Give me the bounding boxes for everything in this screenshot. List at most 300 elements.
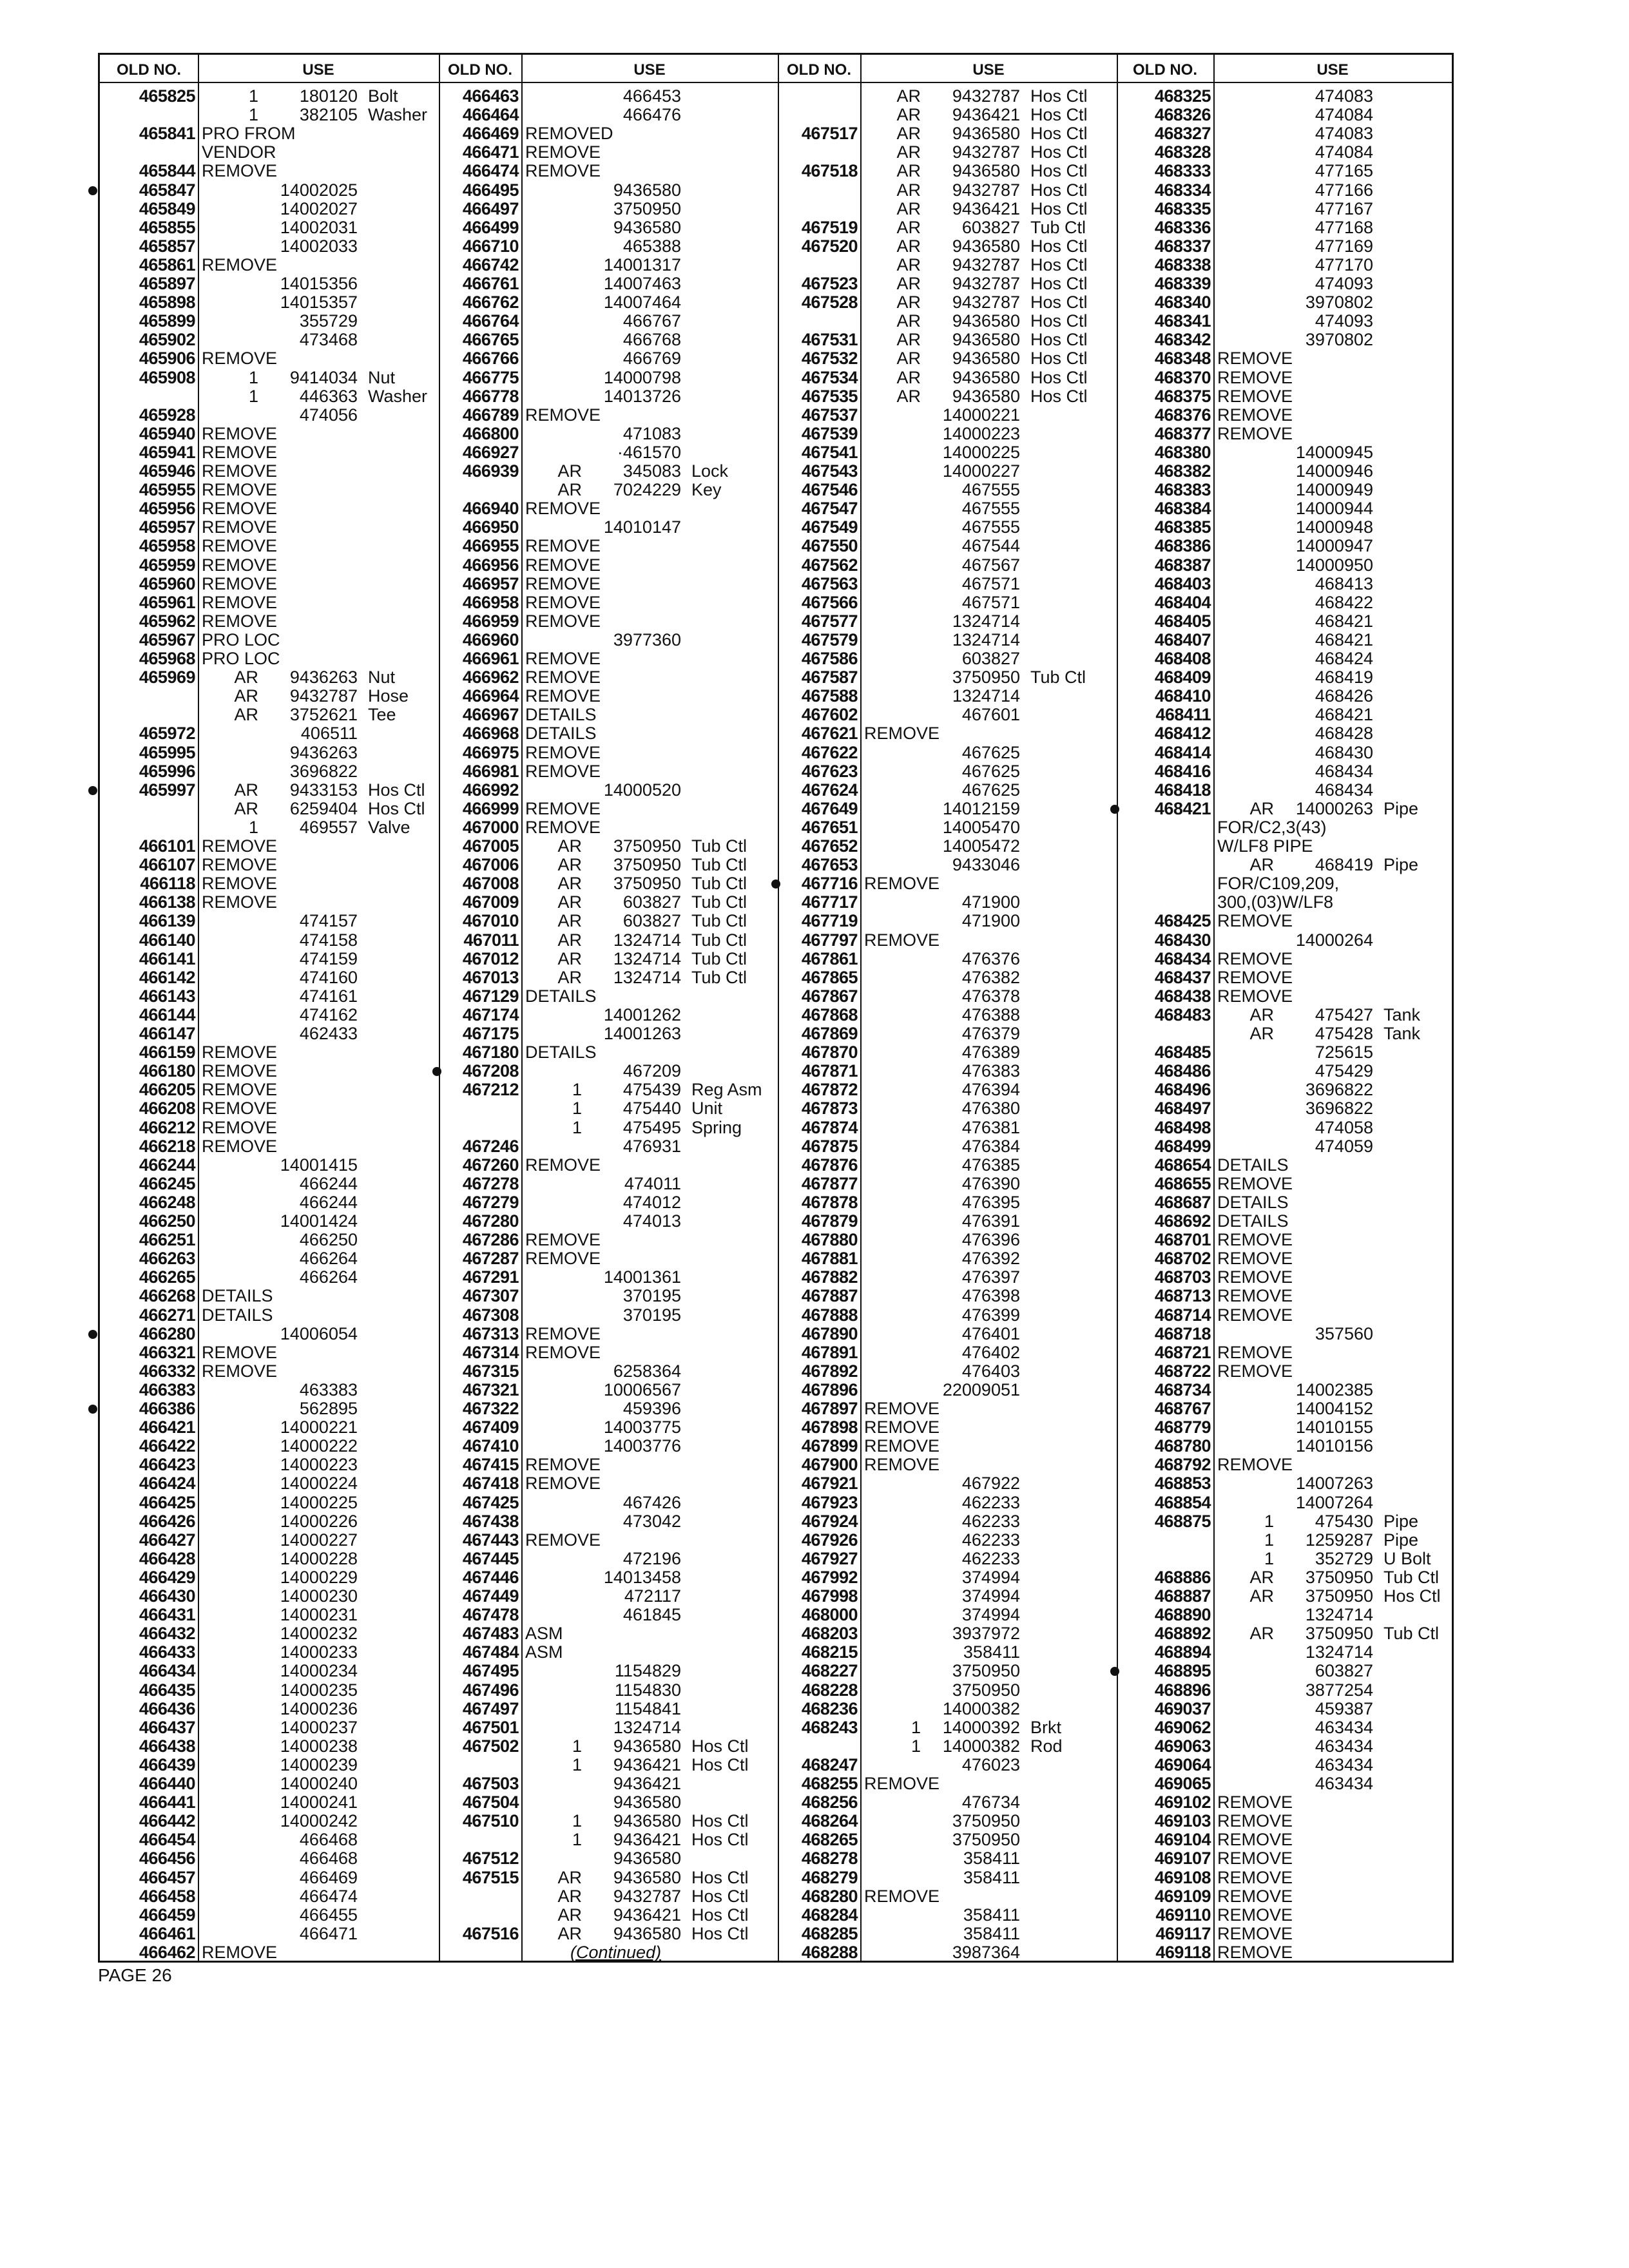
table-row xyxy=(778,1531,1117,1550)
old-number: 466280 xyxy=(139,1323,195,1343)
part-number: 466471 xyxy=(299,1923,358,1943)
old-number: 467308 xyxy=(462,1305,519,1325)
table-row xyxy=(778,200,1117,218)
table-row xyxy=(1117,387,1452,406)
old-number: 466142 xyxy=(139,967,195,987)
part-number: 14013458 xyxy=(603,1567,681,1587)
old-number: 467012 xyxy=(462,948,519,968)
old-number: 468425 xyxy=(1154,911,1211,931)
header-old-no: OLD NO. xyxy=(787,61,851,79)
table-row xyxy=(778,1943,1117,1962)
part-number: 14000238 xyxy=(280,1736,358,1756)
description: Hos Ctl xyxy=(1030,311,1088,331)
old-number: 467278 xyxy=(462,1173,519,1193)
part-number: 357560 xyxy=(1315,1323,1373,1343)
table-row xyxy=(1117,1325,1452,1343)
part-number: 3750950 xyxy=(613,874,681,894)
old-number: 465997 xyxy=(139,780,195,800)
old-number: 467873 xyxy=(801,1099,858,1119)
table-row xyxy=(439,649,778,668)
use-text: REMOVE xyxy=(202,517,278,537)
table-row xyxy=(1117,575,1452,593)
part-number: 477166 xyxy=(1315,180,1373,200)
quantity: 1 xyxy=(1264,1530,1274,1550)
old-number: 467716 xyxy=(801,874,858,894)
table-row xyxy=(1117,1737,1452,1756)
part-number: 14010147 xyxy=(603,517,681,537)
table-row xyxy=(778,1156,1117,1175)
description: Hos Ctl xyxy=(1030,349,1088,369)
description: Tub Ctl xyxy=(691,874,747,894)
part-number: 474083 xyxy=(1315,124,1373,144)
table-row xyxy=(1117,556,1452,575)
quantity: 1 xyxy=(911,1736,921,1756)
quantity: AR xyxy=(896,105,921,125)
old-number: 466421 xyxy=(139,1418,195,1437)
old-number: 466761 xyxy=(462,274,519,293)
old-number: 468714 xyxy=(1154,1305,1211,1325)
table-row xyxy=(439,162,778,180)
table-row xyxy=(439,1418,778,1437)
description: Valve xyxy=(368,817,410,837)
part-number: 3750950 xyxy=(952,668,1020,687)
part-number: 14007263 xyxy=(1295,1474,1373,1494)
table-row xyxy=(100,1418,439,1437)
table-row xyxy=(439,1718,778,1737)
description: Pipe xyxy=(1383,855,1419,875)
table-row xyxy=(100,1737,439,1756)
use-text: REMOVE xyxy=(202,611,278,631)
part-number: 474011 xyxy=(624,1173,681,1193)
table-row xyxy=(778,1550,1117,1568)
old-number: 466140 xyxy=(139,930,195,950)
table-row xyxy=(100,1043,439,1062)
part-number: 476395 xyxy=(961,1192,1020,1212)
part-number: 9436421 xyxy=(613,1774,681,1793)
table-row xyxy=(439,518,778,537)
table-row xyxy=(100,462,439,481)
old-number: 467483 xyxy=(462,1624,519,1644)
description: Hos Ctl xyxy=(1030,236,1088,256)
old-number: 468895 xyxy=(1154,1661,1211,1681)
old-number: 467882 xyxy=(801,1267,858,1287)
quantity: AR xyxy=(896,367,921,387)
table-row xyxy=(778,218,1117,237)
part-number: 14000224 xyxy=(280,1474,358,1494)
old-number: 468333 xyxy=(1154,161,1211,181)
header-use: USE xyxy=(972,61,1005,79)
old-number: 466456 xyxy=(139,1849,195,1869)
old-number: 466218 xyxy=(139,1136,195,1156)
use-text: REMOVE xyxy=(1217,1305,1293,1325)
old-number: 468702 xyxy=(1154,1249,1211,1269)
table-row xyxy=(439,818,778,837)
table-row xyxy=(778,162,1117,180)
table-row xyxy=(1117,1399,1452,1418)
old-number: 466474 xyxy=(462,161,519,181)
page-number: PAGE 26 xyxy=(98,1965,172,1985)
part-number: 3877254 xyxy=(1305,1680,1373,1700)
old-number: 467010 xyxy=(462,911,519,931)
part-number: 462233 xyxy=(961,1548,1020,1568)
table-row xyxy=(778,1624,1117,1643)
part-number: 474056 xyxy=(299,405,358,425)
old-number: 466457 xyxy=(139,1867,195,1887)
table-row xyxy=(1117,462,1452,481)
old-number: 468486 xyxy=(1154,1061,1211,1081)
table-row xyxy=(778,893,1117,912)
table-row xyxy=(100,1137,439,1156)
old-number: 468340 xyxy=(1154,293,1211,312)
description: Hos Ctl xyxy=(1030,198,1088,218)
part-number: 476394 xyxy=(961,1080,1020,1100)
table-row xyxy=(1117,143,1452,162)
old-number: 465908 xyxy=(139,367,195,387)
description: Washer xyxy=(368,386,428,406)
table-row xyxy=(1117,237,1452,256)
table-row xyxy=(439,1906,778,1925)
table-row xyxy=(778,856,1117,874)
part-number: 1324714 xyxy=(613,967,681,987)
bullet-marker xyxy=(88,786,97,795)
quantity: AR xyxy=(557,911,582,931)
table-row xyxy=(439,1662,778,1680)
old-number: 468687 xyxy=(1154,1192,1211,1212)
table-row xyxy=(778,293,1117,312)
old-number: 465958 xyxy=(139,536,195,556)
table-row xyxy=(439,912,778,930)
table-row xyxy=(439,1456,778,1474)
old-number: 468718 xyxy=(1154,1323,1211,1343)
old-number: 468247 xyxy=(801,1754,858,1774)
table-row xyxy=(100,856,439,874)
old-number: 467520 xyxy=(801,236,858,256)
table-row xyxy=(439,1006,778,1024)
part-number: 471083 xyxy=(622,423,681,443)
table-row xyxy=(439,443,778,462)
table-row xyxy=(100,1793,439,1812)
table-row xyxy=(100,912,439,930)
old-number: 466967 xyxy=(462,705,519,725)
part-number: 14000264 xyxy=(1295,930,1373,950)
part-number: 466244 xyxy=(299,1173,358,1193)
old-number: 468383 xyxy=(1154,480,1211,500)
table-row xyxy=(1117,1531,1452,1550)
description: Hos Ctl xyxy=(1030,367,1088,387)
table-row xyxy=(100,668,439,687)
quantity: AR xyxy=(896,311,921,331)
table-row xyxy=(1117,1925,1452,1943)
use-text: REMOVE xyxy=(202,836,278,856)
table-row xyxy=(100,1812,439,1831)
table-row xyxy=(1117,744,1452,762)
old-number: 467510 xyxy=(462,1811,519,1831)
use-text: REMOVE xyxy=(202,874,278,894)
description: Hos Ctl xyxy=(691,1754,749,1774)
table-row xyxy=(439,256,778,274)
old-number: 467409 xyxy=(462,1418,519,1437)
old-number: 465849 xyxy=(139,198,195,218)
table-row xyxy=(439,1737,778,1756)
use-text: PRO LOC xyxy=(202,649,280,668)
part-number: 14000221 xyxy=(280,1418,358,1437)
table-row xyxy=(1117,1474,1452,1493)
part-number: 14005470 xyxy=(942,817,1020,837)
part-number: 476381 xyxy=(961,1117,1020,1137)
table-row xyxy=(1117,293,1452,312)
use-text: REMOVE xyxy=(1217,1849,1293,1869)
description: Hos Ctl xyxy=(1030,330,1088,350)
old-number: 466461 xyxy=(139,1923,195,1943)
table-row xyxy=(439,1925,778,1943)
part-number: 6258364 xyxy=(613,1361,681,1381)
description: Hos Ctl xyxy=(691,1905,749,1925)
table-row xyxy=(778,462,1117,481)
part-number: 10006567 xyxy=(603,1379,681,1399)
table-row xyxy=(439,369,778,387)
quantity: AR xyxy=(557,874,582,894)
old-number: 469109 xyxy=(1154,1886,1211,1906)
old-number: 468264 xyxy=(801,1811,858,1831)
table-row xyxy=(100,1587,439,1606)
old-number: 468385 xyxy=(1154,517,1211,537)
use-text: REMOVE xyxy=(202,1361,278,1381)
table-row xyxy=(778,1474,1117,1493)
old-number: 467649 xyxy=(801,798,858,818)
part-number: 467567 xyxy=(961,555,1020,575)
old-number: 467602 xyxy=(801,705,858,725)
part-number: 14002031 xyxy=(280,217,358,237)
use-text: REMOVE xyxy=(525,1230,601,1250)
table-row xyxy=(100,931,439,950)
old-number: 467563 xyxy=(801,573,858,593)
use-text: FOR/C109,209, xyxy=(1217,874,1340,894)
part-number: 14000223 xyxy=(280,1455,358,1475)
part-number: 475439 xyxy=(622,1080,681,1100)
part-number: 14000950 xyxy=(1295,555,1373,575)
old-number: 467478 xyxy=(462,1605,519,1625)
old-number: 467549 xyxy=(801,517,858,537)
old-number: 467537 xyxy=(801,405,858,425)
table-row xyxy=(100,87,439,106)
table-row xyxy=(439,218,778,237)
table-row xyxy=(439,1550,778,1568)
part-number: 14004152 xyxy=(1295,1399,1373,1418)
old-number: 469062 xyxy=(1154,1717,1211,1737)
old-number: 465857 xyxy=(139,236,195,256)
part-number: 472117 xyxy=(624,1586,681,1606)
table-row xyxy=(778,1812,1117,1831)
use-text: REMOVE xyxy=(202,573,278,593)
old-number: 468228 xyxy=(801,1680,858,1700)
old-number: 468278 xyxy=(801,1849,858,1869)
part-number: 466474 xyxy=(299,1886,358,1906)
use-text: ASM xyxy=(525,1624,563,1644)
part-number: 6259404 xyxy=(289,798,358,818)
use-text: REMOVE xyxy=(202,1061,278,1081)
old-number: 467534 xyxy=(801,367,858,387)
old-number: 467562 xyxy=(801,555,858,575)
part-number: 9436580 xyxy=(613,1736,681,1756)
part-number: 3750950 xyxy=(1305,1586,1373,1606)
part-number: 14007464 xyxy=(603,293,681,312)
table-row xyxy=(439,800,778,818)
table-row xyxy=(1117,1119,1452,1137)
part-number: 9436421 xyxy=(613,1830,681,1850)
part-number: 476391 xyxy=(961,1211,1020,1231)
part-number: 14006054 xyxy=(280,1323,358,1343)
table-row xyxy=(1117,1081,1452,1099)
table-row xyxy=(439,724,778,743)
table-row xyxy=(778,518,1117,537)
part-number: 476380 xyxy=(961,1099,1020,1119)
use-text: REMOVE xyxy=(1217,386,1293,406)
old-number: 468792 xyxy=(1154,1455,1211,1475)
part-number: 14000228 xyxy=(280,1548,358,1568)
old-number: 467208 xyxy=(462,1061,519,1081)
quantity: AR xyxy=(1249,1567,1274,1587)
old-number: 466775 xyxy=(462,367,519,387)
old-number: 468411 xyxy=(1155,705,1211,725)
table-row xyxy=(1117,349,1452,368)
quantity: 1 xyxy=(248,105,258,125)
table-row xyxy=(100,1399,439,1418)
part-number: 476382 xyxy=(961,967,1020,987)
use-text: REMOVE xyxy=(1217,1455,1293,1475)
part-number: 9436580 xyxy=(952,236,1020,256)
table-row xyxy=(778,143,1117,162)
table-row xyxy=(1117,1943,1452,1962)
table-row xyxy=(100,1718,439,1737)
part-number: 9436580 xyxy=(613,1792,681,1812)
part-number: 14015356 xyxy=(280,274,358,293)
use-text: REMOVE xyxy=(202,855,278,875)
quantity: AR xyxy=(896,161,921,181)
part-number: 14001361 xyxy=(603,1267,681,1287)
table-row xyxy=(100,499,439,518)
old-number: 466244 xyxy=(139,1155,195,1175)
table-row xyxy=(100,1381,439,1399)
use-text: REMOVE xyxy=(864,1774,940,1793)
old-number: 466958 xyxy=(462,592,519,612)
table-row xyxy=(778,1193,1117,1212)
part-number: 14015357 xyxy=(280,293,358,312)
part-number: 466468 xyxy=(299,1849,358,1869)
table-row xyxy=(1117,781,1452,800)
table-row xyxy=(778,950,1117,968)
table-row xyxy=(439,744,778,762)
old-number: 466981 xyxy=(462,761,519,781)
use-text: REMOVED xyxy=(525,124,613,144)
part-number: 9433046 xyxy=(952,855,1020,875)
quantity: AR xyxy=(1249,798,1274,818)
part-number: 14000520 xyxy=(603,780,681,800)
old-number: 467501 xyxy=(462,1717,519,1737)
part-number: 462233 xyxy=(961,1511,1020,1531)
use-text: PRO FROM xyxy=(202,124,296,144)
table-row xyxy=(439,124,778,143)
part-number: 345083 xyxy=(622,461,681,481)
part-number: 9432787 xyxy=(952,255,1020,274)
part-number: 462433 xyxy=(299,1024,358,1043)
old-number: 468387 xyxy=(1154,555,1211,575)
part-number: 14010156 xyxy=(1295,1436,1373,1456)
description: Hos Ctl xyxy=(1030,86,1088,106)
table-row xyxy=(439,556,778,575)
quantity: AR xyxy=(1249,855,1274,875)
table-row xyxy=(439,1831,778,1849)
old-number: 468255 xyxy=(801,1774,858,1793)
old-number: 468284 xyxy=(801,1905,858,1925)
old-number: 467484 xyxy=(462,1642,519,1662)
table-row xyxy=(439,293,778,312)
description: Hos Ctl xyxy=(1030,124,1088,144)
table-row xyxy=(439,1306,778,1325)
part-number: 1324714 xyxy=(952,686,1020,706)
part-number: 14002033 xyxy=(280,236,358,256)
part-number: 9436580 xyxy=(613,1811,681,1831)
table-row xyxy=(1117,1643,1452,1662)
old-number: 467892 xyxy=(801,1361,858,1381)
table-row xyxy=(778,1043,1117,1062)
use-text: REMOVE xyxy=(525,1155,601,1175)
table-row xyxy=(100,481,439,499)
old-number: 467516 xyxy=(462,1923,519,1943)
old-number: 469107 xyxy=(1154,1849,1211,1869)
part-number: 467555 xyxy=(961,517,1020,537)
use-text: REMOVE xyxy=(864,1886,940,1906)
table-row xyxy=(100,1325,439,1343)
old-number: 467624 xyxy=(801,780,858,800)
old-number: 466432 xyxy=(139,1624,195,1644)
use-text: REMOVE xyxy=(1217,911,1293,931)
table-row xyxy=(100,1943,439,1962)
part-number: 3750950 xyxy=(1305,1624,1373,1644)
part-number: 3750950 xyxy=(952,1680,1020,1700)
table-row xyxy=(439,200,778,218)
part-number: 7024229 xyxy=(613,480,681,500)
part-number: 14000239 xyxy=(280,1754,358,1774)
old-number: 466205 xyxy=(139,1080,195,1100)
part-number: 14000225 xyxy=(942,442,1020,462)
table-row xyxy=(100,950,439,968)
table-row xyxy=(439,143,778,162)
old-number: 468499 xyxy=(1154,1136,1211,1156)
old-number: 467496 xyxy=(462,1680,519,1700)
old-number: 466438 xyxy=(139,1736,195,1756)
table-row xyxy=(778,312,1117,331)
old-number: 468890 xyxy=(1154,1605,1211,1625)
part-number: 9436580 xyxy=(952,124,1020,144)
old-number: 468279 xyxy=(801,1867,858,1887)
quantity: AR xyxy=(557,461,582,481)
quantity: AR xyxy=(896,293,921,312)
description: Tub Ctl xyxy=(1030,217,1086,237)
old-number: 466386 xyxy=(139,1399,195,1418)
description: Hos Ctl xyxy=(1030,142,1088,162)
table-row xyxy=(100,874,439,893)
old-number: 467921 xyxy=(801,1474,858,1494)
part-number: 14002025 xyxy=(280,180,358,200)
old-number: 467495 xyxy=(462,1661,519,1681)
part-number: 14000235 xyxy=(280,1680,358,1700)
table-row xyxy=(778,762,1117,781)
old-number: 467517 xyxy=(801,124,858,144)
old-number: 468325 xyxy=(1154,86,1211,106)
old-number: 466441 xyxy=(139,1792,195,1812)
old-number: 465902 xyxy=(139,330,195,350)
old-number: 467512 xyxy=(462,1849,519,1869)
